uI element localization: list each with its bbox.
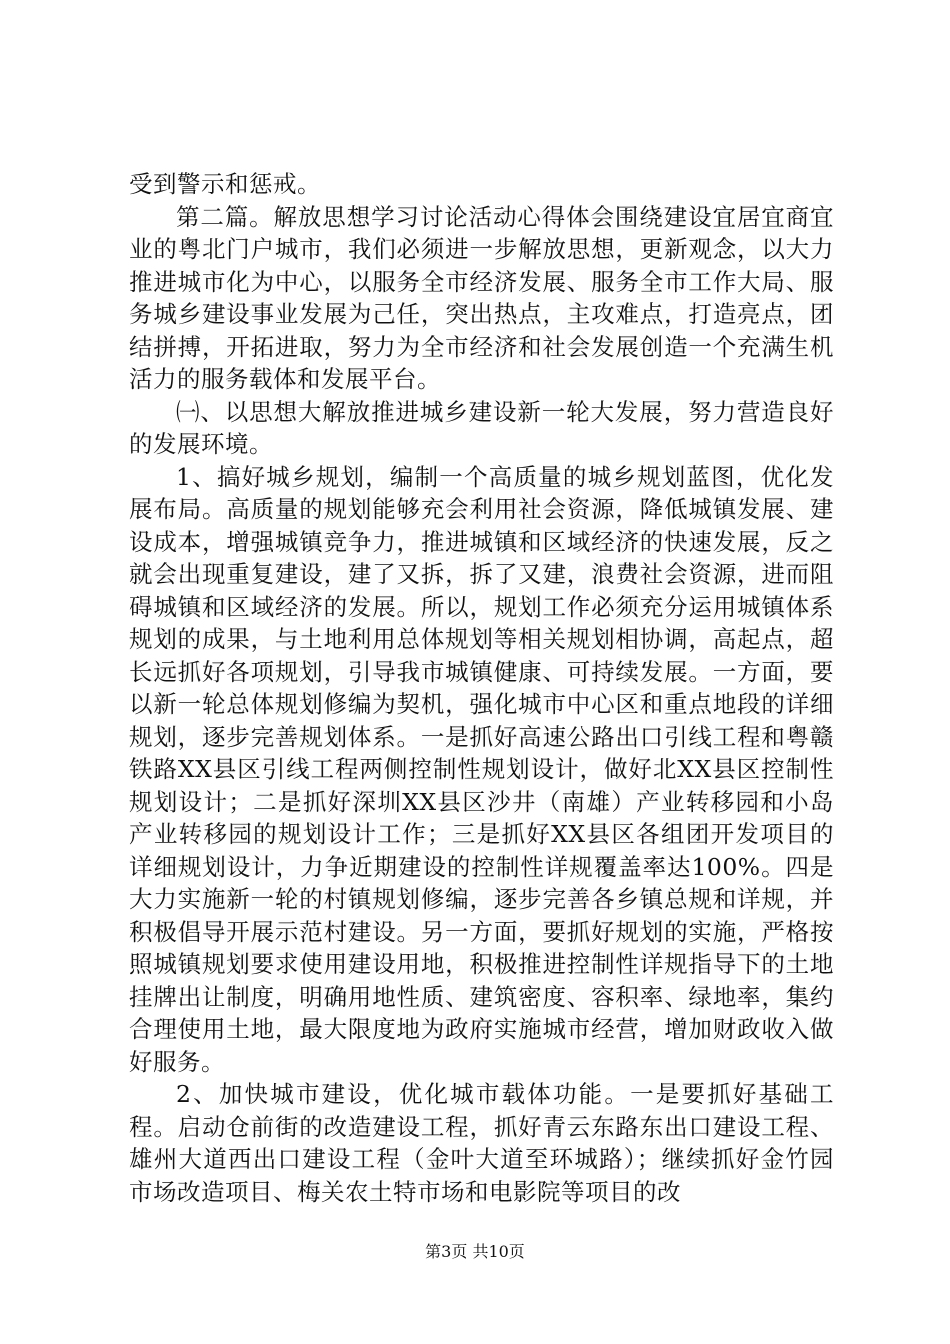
paragraph-chapter-two: 第二篇。解放思想学习讨论活动心得体会围绕建设宜居宜商宜业的粤北门户城市，我们必须进一步解放思想，更新观念，以大力推进城市化为中心，以服务全市经济发展、服务全市工作大局、服务城乡建设事业发展为己任，突出热点，主攻难点，打造亮点，团结拼搏，开拓进取，努力为全市经济和社会发展创造一个充满生机活力的服务载体和发展平台。 bbox=[129, 202, 834, 393]
page-footer: 第3页 共10页 bbox=[425, 1242, 525, 1261]
paragraph-city-construction: 2、加快城市建设，优化城市载体功能。一是要抓好基础工程。启动仓前街的改造建设工程，抓好青云东路东出口建设工程、雄州大道西出口建设工程（金叶大道至环城路）；继续抓好金竹园市场改造项目、梅关农土特市场和电影院等项目的改 bbox=[129, 1080, 834, 1206]
document-body bbox=[129, 168, 834, 1208]
paragraph-urban-planning: 1、搞好城乡规划，编制一个高质量的城乡规划蓝图，优化发展布局。高质量的规划能够充会利用社会资源，降低城镇发展、建设成本，增强城镇竞争力，推进城镇和区域经济的快速发展，反之就会出现重复建设，建了又拆，拆了又建，浪费社会资源，进而阻碍城镇和区域经济的发展。所以，规划工作必须充分运用城镇体系规划的成果，与土地利用总体规划等相关规划相协调，高起点，超长远抓好各项规划，引导我市城镇健康、可持续发展。一方面，要以新一轮总体规划修编为契机，强化城市中心区和重点地段的详细规划，逐步完善规划体系。一是抓好高速公路出口引线工程和粤赣铁路XX县区引线工程两侧控制性规划设计，做好北XX县区控制性规划设计；二是抓好深圳XX县区沙井（南雄）产业转移园和小岛产业转移园的规划设计工作；三是抓好XX县区各组团开发项目的详细规划设计，力争近期建设的控制性详规覆盖率达100%。四是大力实施新一轮的村镇规划修编，逐步完善各乡镇总规和详规，并积极倡导开展示范村建设。另一方面，要抓好规划的实施，严格按照城镇规划要求使用建设用地，积极推进控制性详规指导下的土地挂牌出让制度，明确用地性质、建筑密度、容积率、绿地率，集约合理使用土地，最大限度地为政府实施城市经营，增加财政收入做好服务。 bbox=[129, 462, 834, 1076]
paragraph-continuation: 受到警示和惩戒。 bbox=[129, 170, 321, 198]
paragraph-section-one: ㈠、以思想大解放推进城乡建设新一轮大发展，努力营造良好的发展环境。 bbox=[129, 397, 834, 458]
